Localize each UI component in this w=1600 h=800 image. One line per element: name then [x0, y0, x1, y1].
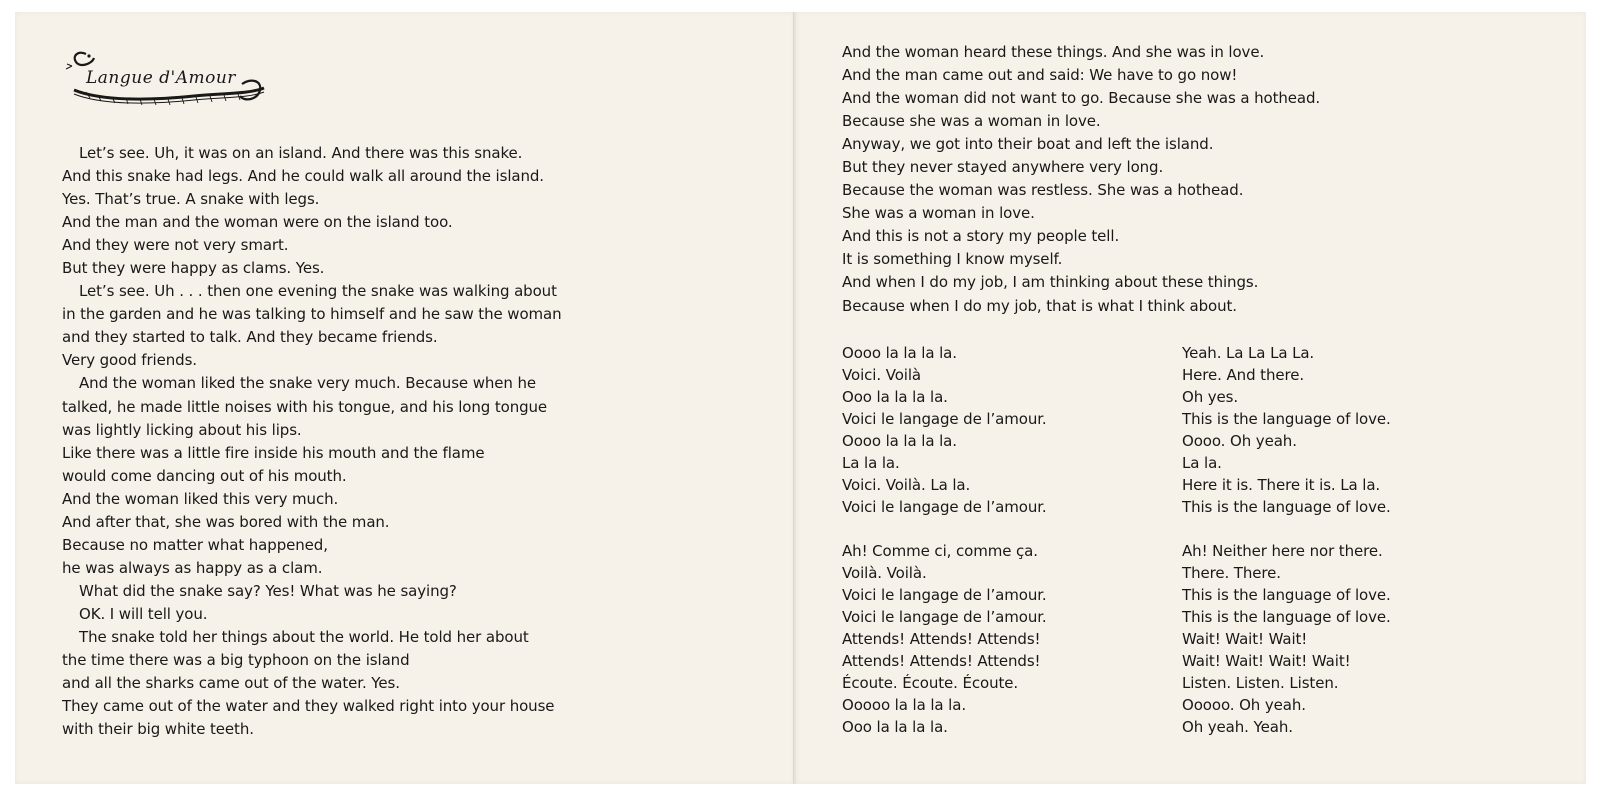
- story-line: The snake told her things about the world. He told her about: [79, 627, 529, 646]
- english-lyric-line: Here it is. There it is. La la.: [1182, 476, 1381, 494]
- story-line: Let’s see. Uh . . . then one evening the snake was walking about: [79, 282, 557, 301]
- english-lyric-line: Listen. Listen. Listen.: [1182, 674, 1339, 692]
- english-lyric-line: Ah! Neither here nor there.: [1182, 542, 1383, 560]
- english-lyric-line: Yeah. La La La La.: [1182, 344, 1315, 362]
- english-lyric-line: This is the language of love.: [1182, 586, 1391, 604]
- story-line: he was always as happy as a clam.: [62, 558, 323, 577]
- narrative-line: Because the woman was restless. She was a hothead.: [842, 181, 1244, 200]
- english-lyric-line: This is the language of love.: [1182, 498, 1391, 516]
- narrative-line: And this is not a story my people tell.: [842, 227, 1120, 246]
- french-lyric-line: Voilà. Voilà.: [842, 564, 927, 582]
- english-lyric-line: There. There.: [1182, 564, 1281, 582]
- french-lyric-line: Voici. Voilà. La la.: [842, 476, 971, 494]
- narrative-line: And when I do my job, I am thinking about these things.: [842, 273, 1259, 292]
- english-lyric-line: This is the language of love.: [1182, 608, 1391, 626]
- french-lyric-line: Écoute. Écoute. Écoute.: [842, 674, 1019, 692]
- english-lyric-line: This is the language of love.: [1182, 410, 1391, 428]
- french-lyric-line: Voici le langage de l’amour.: [842, 498, 1047, 516]
- english-lyric-line: Ooooo. Oh yeah.: [1182, 696, 1306, 714]
- story-line: was lightly licking about his lips.: [62, 420, 302, 439]
- narrative-text: [842, 41, 1542, 318]
- stanza-break: [842, 518, 1047, 540]
- narrative-line: Anyway, we got into their boat and left the island.: [842, 135, 1214, 154]
- story-text: [62, 142, 762, 741]
- french-lyric-line: Ooooo la la la la.: [842, 696, 966, 714]
- story-line: Because no matter what happened,: [62, 535, 328, 554]
- story-line: And the woman liked the snake very much. Because when he: [79, 374, 537, 393]
- narrative-line: But they never stayed anywhere very long.: [842, 158, 1164, 177]
- french-lyric-line: Voici le langage de l’amour.: [842, 608, 1047, 626]
- story-line: talked, he made little noises with his tongue, and his long tongue: [62, 397, 548, 416]
- english-lyric-line: Here. And there.: [1182, 366, 1305, 384]
- french-lyric-line: Oooo la la la la.: [842, 432, 957, 450]
- langue-damour-logo: [64, 44, 274, 114]
- english-lyric-line: Wait! Wait! Wait! Wait!: [1182, 652, 1351, 670]
- english-lyric-line: Wait! Wait! Wait!: [1182, 630, 1308, 648]
- narrative-line: And the man came out and said: We have to go now!: [842, 66, 1238, 85]
- story-line: Like there was a little fire inside his mouth and the flame: [62, 443, 485, 462]
- french-lyric-line: Ooo la la la la.: [842, 718, 948, 736]
- english-lyric-line: Oh yeah. Yeah.: [1182, 718, 1293, 736]
- french-lyric-line: Ooo la la la la.: [842, 388, 948, 406]
- french-lyric-line: Ah! Comme ci, comme ça.: [842, 542, 1038, 560]
- french-lyric-line: Attends! Attends! Attends!: [842, 630, 1041, 648]
- french-lyric-line: La la la.: [842, 454, 900, 472]
- french-lyric-line: Voici. Voilà: [842, 366, 921, 384]
- story-line: Very good friends.: [62, 351, 197, 370]
- narrative-line: Because when I do my job, that is what I think about.: [842, 296, 1237, 315]
- narrative-line: And the woman did not want to go. Because she was a hothead.: [842, 89, 1321, 108]
- story-line: and all the sharks came out of the water. Yes.: [62, 674, 400, 693]
- story-line: and they started to talk. And they became friends.: [62, 328, 438, 347]
- french-lyric-line: Oooo la la la la.: [842, 344, 957, 362]
- logo-title: Langue d'Amour: [86, 68, 236, 88]
- story-line: would come dancing out of his mouth.: [62, 466, 347, 485]
- french-lyric-line: Voici le langage de l’amour.: [842, 410, 1047, 428]
- story-line: with their big white teeth.: [62, 720, 254, 739]
- narrative-line: And the woman heard these things. And she was in love.: [842, 43, 1265, 61]
- story-line: in the garden and he was talking to himself and he saw the woman: [62, 305, 562, 324]
- story-line: But they were happy as clams. Yes.: [62, 259, 325, 278]
- story-line: And the man and the woman were on the island too.: [62, 213, 453, 232]
- story-line: And this snake had legs. And he could walk all around the island.: [62, 167, 544, 186]
- story-line: They came out of the water and they walked right into your house: [62, 697, 555, 716]
- story-line: Yes. That’s true. A snake with legs.: [62, 190, 320, 209]
- french-lyric-line: Attends! Attends! Attends!: [842, 652, 1041, 670]
- narrative-line: Because she was a woman in love.: [842, 112, 1101, 131]
- story-line: And they were not very smart.: [62, 236, 289, 255]
- stanza-break: [1182, 518, 1391, 540]
- french-lyrics-column: [842, 342, 1047, 738]
- english-lyric-line: Oh yes.: [1182, 388, 1239, 406]
- narrative-line: She was a woman in love.: [842, 204, 1035, 223]
- story-line: What did the snake say? Yes! What was he saying?: [79, 581, 457, 600]
- french-lyric-line: Voici le langage de l’amour.: [842, 586, 1047, 604]
- english-lyric-line: Oooo. Oh yeah.: [1182, 432, 1297, 450]
- story-line: Let’s see. Uh, it was on an island. And there was this snake.: [79, 144, 523, 162]
- narrative-line: It is something I know myself.: [842, 250, 1063, 269]
- english-lyrics-column: [1182, 342, 1391, 738]
- story-line: And after that, she was bored with the man.: [62, 512, 390, 531]
- english-lyric-line: La la.: [1182, 454, 1222, 472]
- story-line: the time there was a big typhoon on the island: [62, 651, 410, 670]
- story-line: And the woman liked this very much.: [62, 489, 339, 508]
- story-line: OK. I will tell you.: [79, 604, 208, 623]
